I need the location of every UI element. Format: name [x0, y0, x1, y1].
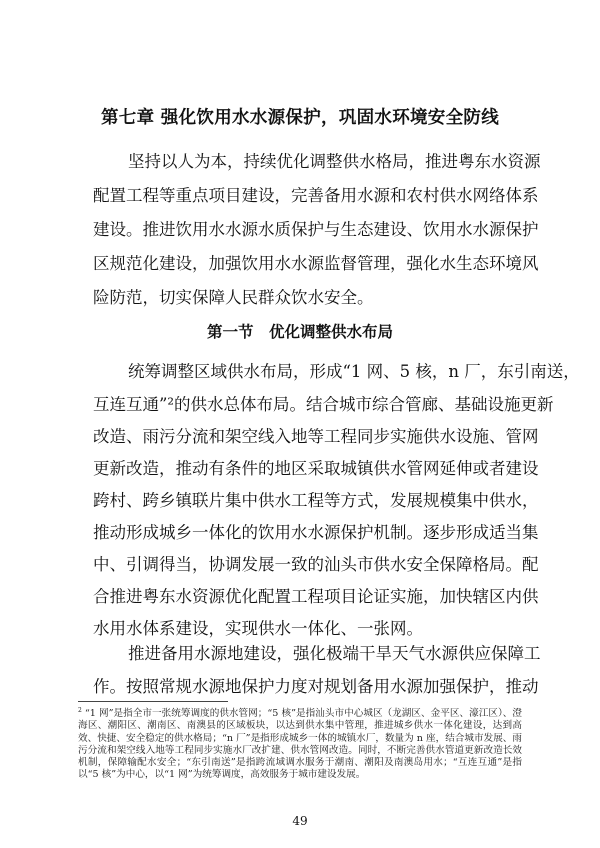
text-line: 中、引调得当，协调发展一致的汕头市供水安全保障格局。配	[93, 555, 539, 574]
text-line: 合推进粤东水资源优化配置工程项目论证实施，加快辖区内供	[93, 587, 539, 606]
text-line: 推进备用水源地建设，强化极端干旱天气水源供应保障工	[128, 644, 541, 663]
text-line: 跨村、跨乡镇联片集中供水工程等方式，发展规模集中供水，	[93, 491, 539, 510]
footnote	[78, 705, 522, 781]
text-line: 区规范化建设，加强饮用水水源监督管理，强化水生态环境风	[93, 254, 539, 273]
text-line: 互连互通”²的供水总体布局。结合城市综合管廊、基础设施更新	[93, 395, 554, 414]
chapter-title: 第七章 强化饮用水水源保护，巩固水环境安全防线	[101, 108, 499, 128]
text-line: 统筹调整区域供水布局，形成“1 网、5 核，n 厂，东引南送，	[128, 362, 580, 381]
footnote-marker: 2	[78, 707, 82, 714]
text-line: 坚持以人为本，持续优化调整供水格局，推进粤东水资源	[128, 152, 541, 171]
text-line: 改造、雨污分流和架空线入地等工程同步实施供水设施、管网	[93, 427, 539, 446]
text-line: 推动形成城乡一体化的饮用水水源保护机制。逐步形成适当集	[93, 523, 539, 542]
footnote-text: “1 网”是指全市一张统筹调度的供水管网；“5 核”是指汕头市中心城区（龙湖区、金平区、濠江区）、澄海区、潮阳区、潮南区、南澳县的区域板块，以达到供水集中管理，推进城乡供水一体化建设，达到高效、快捷、安全稳定的供水格局；“n 厂”是指形成城乡一体的城镇水厂，数量为 n 座，结合城市发展、雨污分流和架空线入地等工程同步实施水厂改扩建、供水管网改造。同时，不断完善供水管道更新改造长效机制，保障输配水安全；“东引南送”是指跨流域调水服务于潮南、潮阳及南澳岛用水；“互连互通”是指以“5 核”为中心，以“1 网”为统筹调度，高效服务于城市建设发展。	[78, 708, 522, 781]
page-number: 49	[292, 814, 308, 828]
text-line: 更新改造，推动有条件的地区采取城镇供水管网延伸或者建设	[93, 459, 539, 478]
footnote-separator	[78, 701, 228, 702]
text-line: 建设。推进饮用水水源水质保护与生态建设、饮用水水源保护	[93, 220, 539, 239]
text-line: 作。按照常规水源地保护力度对规划备用水源加强保护，推动	[93, 677, 539, 696]
text-line: 水用水体系建设，实现供水一体化、一张网。	[93, 619, 423, 638]
text-line: 险防范，切实保障人民群众饮水安全。	[93, 288, 374, 307]
section-title: 第一节 优化调整供水布局	[206, 323, 393, 341]
text-line: 配置工程等重点项目建设，完善备用水源和农村供水网络体系	[93, 186, 539, 205]
